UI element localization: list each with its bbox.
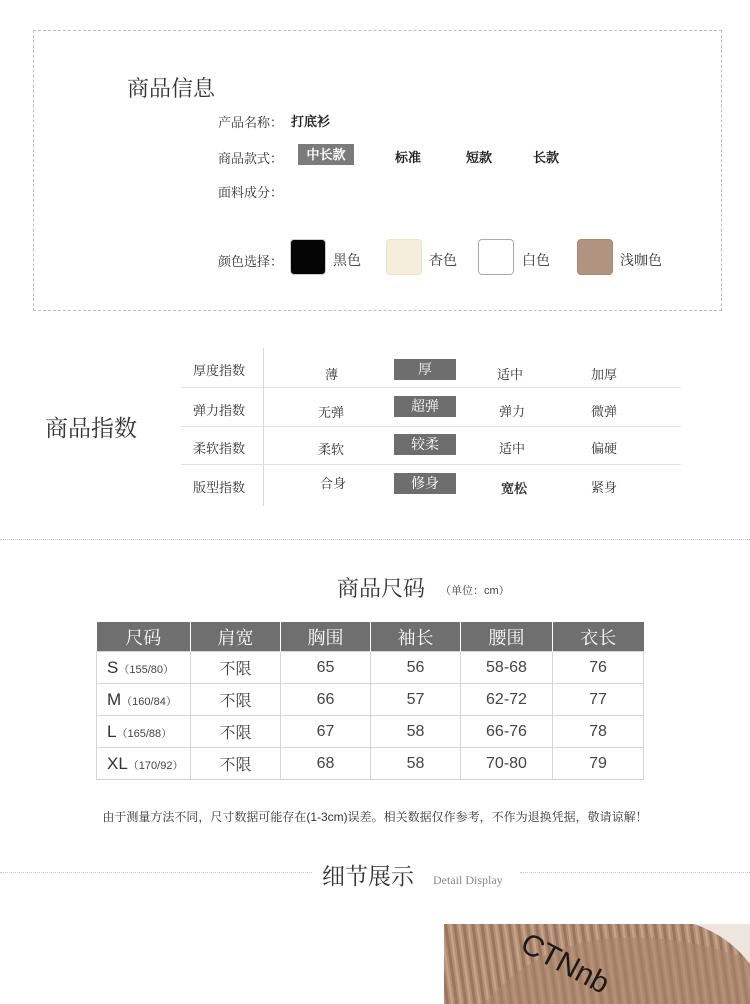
table-cell: 77 [553, 684, 644, 716]
table-cell: 58 [371, 716, 461, 748]
index-option: 宽松 [501, 481, 528, 496]
table-cell: 70-80 [461, 748, 553, 780]
index-option: 加厚 [591, 367, 618, 382]
product-name-label: 产品名称： [218, 115, 284, 130]
index-option-selected: 较柔 [394, 434, 456, 455]
table-row [97, 652, 644, 684]
size-chart-unit: （单位：cm） [440, 585, 510, 597]
product-index-title: 商品指数 [45, 415, 137, 441]
divider [181, 387, 681, 388]
product-style-label: 商品款式： [218, 151, 284, 166]
table-cell: 66 [281, 684, 371, 716]
table-cell: 65 [281, 652, 371, 684]
divider [181, 426, 681, 427]
style-option[interactable]: 标准 [395, 150, 422, 165]
table-cell: 57 [371, 684, 461, 716]
color-label: 颜色选择： [218, 254, 284, 269]
index-option: 合身 [320, 476, 347, 491]
table-cell: 62-72 [461, 684, 553, 716]
color-swatch-white[interactable] [478, 239, 514, 275]
column-header: 衣长 [553, 622, 644, 652]
size-disclaimer: 由于测量方法不同，尺寸数据可能存在(1-3cm)误差。相关数据仅作参考，不作为退换凭据，敬请谅解！ [102, 810, 648, 824]
color-name: 黑色 [333, 252, 361, 268]
table-cell: 56 [371, 652, 461, 684]
section-divider [0, 539, 750, 540]
size-spec: （165/88） [116, 727, 173, 740]
index-option: 紧身 [591, 480, 618, 495]
detail-title: 细节展示 [322, 863, 414, 889]
table-cell: 78 [553, 716, 644, 748]
column-header: 腰围 [461, 622, 553, 652]
index-option: 适中 [497, 367, 524, 382]
sweater-collar-image [444, 924, 750, 1004]
style-option[interactable]: 长款 [533, 150, 560, 165]
style-option-selected[interactable]: 中长款 [298, 144, 354, 165]
color-swatch-light-coffee[interactable] [577, 239, 613, 275]
product-info-title: 商品信息 [127, 76, 216, 101]
fabric-label: 面料成分： [218, 185, 284, 200]
index-option: 无弹 [318, 405, 345, 420]
index-option: 适中 [499, 441, 526, 456]
index-option: 弹力 [499, 404, 526, 419]
column-header: 袖长 [371, 622, 461, 652]
index-label: 柔软指数 [193, 441, 246, 456]
size-cell [97, 684, 191, 716]
size-table-header [97, 622, 644, 652]
index-option: 柔软 [318, 442, 345, 457]
table-cell: 67 [281, 716, 371, 748]
index-option: 偏硬 [591, 441, 618, 456]
collar-print-text: CTNnb [515, 926, 615, 1001]
table-cell: 不限 [191, 748, 281, 780]
size-cell [97, 716, 191, 748]
table-cell: 66-76 [461, 716, 553, 748]
table-row [97, 716, 644, 748]
size-cell [97, 652, 191, 684]
color-name: 白色 [522, 252, 550, 268]
index-label: 弹力指数 [193, 403, 246, 418]
size-spec: （170/92） [127, 759, 184, 772]
table-cell: 不限 [191, 652, 281, 684]
table-cell: 68 [281, 748, 371, 780]
color-name: 浅咖色 [620, 252, 662, 268]
size-table [96, 622, 644, 780]
size-code: M [107, 689, 122, 709]
size-code: L [107, 721, 117, 741]
column-header: 胸围 [281, 622, 371, 652]
table-cell: 76 [553, 652, 644, 684]
table-cell: 79 [553, 748, 644, 780]
column-header: 尺码 [97, 622, 191, 652]
index-label: 厚度指数 [193, 363, 246, 378]
index-option-selected: 厚 [394, 359, 456, 380]
table-cell: 不限 [191, 716, 281, 748]
size-cell [97, 748, 191, 780]
size-spec: （155/80） [118, 663, 174, 676]
index-option-selected: 超弹 [394, 396, 456, 417]
index-label: 版型指数 [193, 480, 246, 495]
size-code: S [107, 657, 119, 677]
table-cell: 不限 [191, 684, 281, 716]
index-option-selected: 修身 [394, 473, 456, 494]
style-option[interactable]: 短款 [466, 150, 493, 165]
product-detail-photo [444, 924, 750, 1004]
color-swatch-black[interactable] [290, 239, 326, 275]
divider [263, 348, 264, 506]
product-name-value: 打底衫 [291, 114, 331, 129]
divider [181, 464, 681, 465]
size-spec: （160/84） [121, 695, 177, 708]
index-option: 微弹 [591, 404, 618, 419]
size-code: XL [107, 753, 128, 773]
color-swatch-apricot[interactable] [386, 239, 422, 275]
section-divider [0, 872, 312, 873]
table-row [97, 684, 644, 716]
color-name: 杏色 [429, 252, 457, 268]
table-cell: 58 [371, 748, 461, 780]
table-cell: 58-68 [461, 652, 553, 684]
size-chart-title: 商品尺码 [337, 576, 426, 601]
section-divider [520, 872, 750, 873]
index-option: 薄 [325, 367, 339, 382]
column-header: 肩宽 [191, 622, 281, 652]
detail-subtitle: Detail Display [433, 873, 503, 887]
table-row [97, 748, 644, 780]
